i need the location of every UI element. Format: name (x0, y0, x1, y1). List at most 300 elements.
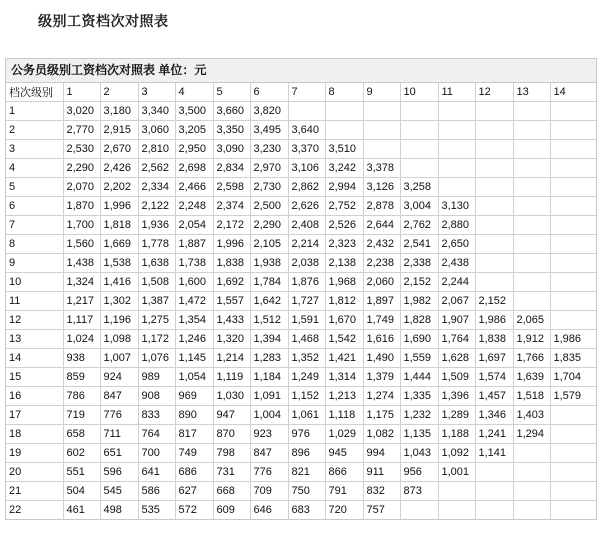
salary-cell: 1,996 (100, 197, 138, 216)
table-row (6, 444, 596, 463)
salary-cell: 1,444 (400, 368, 438, 387)
salary-cell: 969 (175, 387, 213, 406)
salary-cell: 3,660 (213, 102, 250, 121)
salary-cell (513, 121, 550, 140)
salary-cell (475, 273, 513, 292)
salary-cell: 1,379 (363, 368, 400, 387)
salary-cell: 1,907 (438, 311, 475, 330)
salary-cell: 2,054 (175, 216, 213, 235)
salary-cell (550, 463, 596, 482)
salary-cell: 2,248 (175, 197, 213, 216)
salary-cell: 1,912 (513, 330, 550, 349)
salary-cell (475, 121, 513, 140)
salary-cell (438, 159, 475, 178)
salary-cell: 1,784 (250, 273, 288, 292)
salary-cell: 2,334 (138, 178, 175, 197)
salary-cell: 2,426 (100, 159, 138, 178)
salary-cell: 1,196 (100, 311, 138, 330)
salary-cell: 1,628 (438, 349, 475, 368)
column-header: 8 (325, 83, 363, 102)
salary-cell: 3,350 (213, 121, 250, 140)
salary-cell: 2,880 (438, 216, 475, 235)
row-level-label: 22 (6, 501, 63, 520)
salary-cell (438, 121, 475, 140)
salary-cell (475, 140, 513, 159)
salary-cell: 1,512 (250, 311, 288, 330)
salary-cell: 1,638 (138, 254, 175, 273)
salary-cell: 719 (63, 406, 100, 425)
salary-cell: 3,106 (288, 159, 325, 178)
salary-cell (550, 121, 596, 140)
salary-cell: 1,936 (138, 216, 175, 235)
table-row (6, 349, 596, 368)
table-row (6, 121, 596, 140)
salary-cell (513, 254, 550, 273)
salary-cell (550, 444, 596, 463)
salary-cell: 3,820 (250, 102, 288, 121)
salary-cell: 1,538 (100, 254, 138, 273)
salary-cell (550, 273, 596, 292)
column-header: 9 (363, 83, 400, 102)
salary-cell (363, 121, 400, 140)
table-header-row (6, 83, 596, 102)
salary-cell: 1,172 (138, 330, 175, 349)
row-level-label: 18 (6, 425, 63, 444)
salary-cell: 3,004 (400, 197, 438, 216)
salary-cell: 2,644 (363, 216, 400, 235)
salary-cell: 2,152 (475, 292, 513, 311)
salary-cell: 976 (288, 425, 325, 444)
salary-cell: 627 (175, 482, 213, 501)
salary-cell (475, 197, 513, 216)
salary-cell: 1,968 (325, 273, 363, 292)
salary-cell: 3,230 (250, 140, 288, 159)
table-row (6, 216, 596, 235)
salary-cell: 1,509 (438, 368, 475, 387)
salary-cell: 1,135 (400, 425, 438, 444)
salary-cell: 1,403 (513, 406, 550, 425)
salary-cell (475, 178, 513, 197)
column-header: 14 (550, 83, 596, 102)
salary-cell (550, 482, 596, 501)
salary-cell (513, 235, 550, 254)
salary-cell: 1,394 (250, 330, 288, 349)
row-level-label: 6 (6, 197, 63, 216)
salary-cell: 1,828 (400, 311, 438, 330)
salary-cell: 1,061 (288, 406, 325, 425)
salary-grade-table-container (5, 58, 597, 520)
salary-cell (475, 102, 513, 121)
salary-cell: 1,938 (250, 254, 288, 273)
row-level-label: 17 (6, 406, 63, 425)
column-header: 4 (175, 83, 213, 102)
salary-cell (438, 102, 475, 121)
salary-cell: 1,091 (250, 387, 288, 406)
salary-cell: 720 (325, 501, 363, 520)
salary-cell: 757 (363, 501, 400, 520)
salary-cell: 1,335 (400, 387, 438, 406)
salary-cell: 2,530 (63, 140, 100, 159)
table-row (6, 235, 596, 254)
salary-cell: 1,352 (288, 349, 325, 368)
row-level-label: 15 (6, 368, 63, 387)
salary-cell (325, 102, 363, 121)
salary-cell: 2,730 (250, 178, 288, 197)
salary-cell: 1,669 (100, 235, 138, 254)
salary-cell: 2,698 (175, 159, 213, 178)
salary-cell: 2,562 (138, 159, 175, 178)
salary-cell (513, 216, 550, 235)
table-row (6, 406, 596, 425)
salary-cell: 545 (100, 482, 138, 501)
salary-cell: 1,007 (100, 349, 138, 368)
salary-cell: 1,302 (100, 292, 138, 311)
table-row (6, 311, 596, 330)
salary-cell (438, 482, 475, 501)
salary-cell: 1,508 (138, 273, 175, 292)
row-level-label: 12 (6, 311, 63, 330)
salary-cell: 1,766 (513, 349, 550, 368)
row-level-label: 10 (6, 273, 63, 292)
column-header: 7 (288, 83, 325, 102)
salary-cell: 2,541 (400, 235, 438, 254)
salary-cell: 749 (175, 444, 213, 463)
salary-cell: 1,749 (363, 311, 400, 330)
salary-cell (550, 501, 596, 520)
salary-cell: 1,472 (175, 292, 213, 311)
salary-cell: 535 (138, 501, 175, 520)
salary-cell: 572 (175, 501, 213, 520)
salary-cell: 2,038 (288, 254, 325, 273)
salary-cell (550, 216, 596, 235)
row-level-label: 20 (6, 463, 63, 482)
salary-cell (288, 102, 325, 121)
salary-cell: 1,214 (213, 349, 250, 368)
salary-cell: 1,639 (513, 368, 550, 387)
salary-cell: 1,320 (213, 330, 250, 349)
salary-cell: 1,274 (363, 387, 400, 406)
salary-cell: 1,764 (438, 330, 475, 349)
salary-cell: 2,432 (363, 235, 400, 254)
salary-cell: 3,258 (400, 178, 438, 197)
salary-cell (513, 501, 550, 520)
salary-cell: 821 (288, 463, 325, 482)
salary-cell: 2,244 (438, 273, 475, 292)
row-level-label: 1 (6, 102, 63, 121)
salary-cell: 2,752 (325, 197, 363, 216)
column-header: 2 (100, 83, 138, 102)
salary-cell: 1,870 (63, 197, 100, 216)
salary-cell (363, 102, 400, 121)
salary-cell: 1,054 (175, 368, 213, 387)
salary-cell: 1,175 (363, 406, 400, 425)
salary-cell: 1,642 (250, 292, 288, 311)
salary-cell: 1,289 (438, 406, 475, 425)
salary-cell: 711 (100, 425, 138, 444)
salary-cell (550, 292, 596, 311)
salary-cell: 1,697 (475, 349, 513, 368)
salary-cell: 651 (100, 444, 138, 463)
salary-cell (475, 216, 513, 235)
salary-cell: 1,838 (475, 330, 513, 349)
salary-cell: 1,043 (400, 444, 438, 463)
salary-cell (550, 425, 596, 444)
salary-cell (513, 482, 550, 501)
salary-cell: 1,727 (288, 292, 325, 311)
salary-cell: 1,118 (325, 406, 363, 425)
table-row (6, 368, 596, 387)
salary-cell: 2,338 (400, 254, 438, 273)
row-level-label: 7 (6, 216, 63, 235)
row-level-label: 13 (6, 330, 63, 349)
salary-cell: 873 (400, 482, 438, 501)
salary-cell: 2,970 (250, 159, 288, 178)
salary-cell: 683 (288, 501, 325, 520)
salary-cell: 908 (138, 387, 175, 406)
salary-cell: 1,600 (175, 273, 213, 292)
salary-cell (438, 140, 475, 159)
salary-cell: 1,184 (250, 368, 288, 387)
salary-cell: 2,290 (63, 159, 100, 178)
salary-cell: 2,626 (288, 197, 325, 216)
column-header: 5 (213, 83, 250, 102)
salary-cell: 1,396 (438, 387, 475, 406)
salary-cell: 3,130 (438, 197, 475, 216)
salary-cell: 1,812 (325, 292, 363, 311)
salary-cell: 1,117 (63, 311, 100, 330)
salary-cell: 847 (250, 444, 288, 463)
salary-cell: 3,242 (325, 159, 363, 178)
salary-cell: 1,616 (363, 330, 400, 349)
salary-cell: 2,810 (138, 140, 175, 159)
salary-cell (550, 178, 596, 197)
salary-cell: 1,986 (550, 330, 596, 349)
salary-cell: 1,818 (100, 216, 138, 235)
salary-cell (513, 102, 550, 121)
salary-cell: 3,060 (138, 121, 175, 140)
salary-cell: 1,217 (63, 292, 100, 311)
salary-cell: 947 (213, 406, 250, 425)
salary-cell: 3,205 (175, 121, 213, 140)
salary-cell: 586 (138, 482, 175, 501)
salary-cell: 2,214 (288, 235, 325, 254)
salary-cell: 2,466 (175, 178, 213, 197)
salary-cell: 1,294 (513, 425, 550, 444)
salary-cell: 1,004 (250, 406, 288, 425)
salary-cell: 945 (325, 444, 363, 463)
salary-cell: 1,982 (400, 292, 438, 311)
salary-cell: 1,387 (138, 292, 175, 311)
salary-cell (513, 178, 550, 197)
salary-cell: 1,876 (288, 273, 325, 292)
salary-cell: 817 (175, 425, 213, 444)
row-level-label: 9 (6, 254, 63, 273)
salary-cell: 750 (288, 482, 325, 501)
salary-cell: 833 (138, 406, 175, 425)
salary-cell: 3,510 (325, 140, 363, 159)
salary-cell: 1,778 (138, 235, 175, 254)
salary-cell: 2,172 (213, 216, 250, 235)
salary-cell: 890 (175, 406, 213, 425)
column-header: 1 (63, 83, 100, 102)
salary-cell: 1,518 (513, 387, 550, 406)
salary-cell: 1,249 (288, 368, 325, 387)
salary-cell (550, 235, 596, 254)
salary-cell (550, 102, 596, 121)
salary-cell: 1,082 (363, 425, 400, 444)
salary-cell (475, 254, 513, 273)
salary-cell: 3,340 (138, 102, 175, 121)
salary-cell: 1,232 (400, 406, 438, 425)
salary-cell: 2,670 (100, 140, 138, 159)
salary-cell: 1,468 (288, 330, 325, 349)
salary-cell: 1,188 (438, 425, 475, 444)
column-header: 11 (438, 83, 475, 102)
salary-cell (513, 197, 550, 216)
salary-cell: 1,213 (325, 387, 363, 406)
salary-cell: 866 (325, 463, 363, 482)
corner-header: 档次级别 (6, 83, 63, 102)
salary-cell: 1,421 (325, 349, 363, 368)
salary-cell: 1,560 (63, 235, 100, 254)
salary-cell (400, 501, 438, 520)
salary-cell: 2,408 (288, 216, 325, 235)
salary-cell: 1,092 (438, 444, 475, 463)
table-row (6, 501, 596, 520)
salary-cell: 2,762 (400, 216, 438, 235)
salary-cell: 1,145 (175, 349, 213, 368)
salary-cell: 1,024 (63, 330, 100, 349)
salary-cell: 641 (138, 463, 175, 482)
salary-cell: 956 (400, 463, 438, 482)
salary-cell: 1,690 (400, 330, 438, 349)
salary-cell (475, 482, 513, 501)
salary-cell: 1,557 (213, 292, 250, 311)
salary-cell (400, 121, 438, 140)
salary-cell: 3,090 (213, 140, 250, 159)
salary-cell: 1,246 (175, 330, 213, 349)
salary-cell: 1,119 (213, 368, 250, 387)
salary-cell: 1,152 (288, 387, 325, 406)
salary-cell (550, 140, 596, 159)
salary-cell: 2,202 (100, 178, 138, 197)
salary-cell: 1,574 (475, 368, 513, 387)
salary-cell (513, 273, 550, 292)
salary-cell (513, 140, 550, 159)
salary-cell: 1,490 (363, 349, 400, 368)
salary-cell: 859 (63, 368, 100, 387)
row-level-label: 16 (6, 387, 63, 406)
salary-cell: 2,834 (213, 159, 250, 178)
salary-cell: 2,526 (325, 216, 363, 235)
table-row (6, 140, 596, 159)
salary-cell: 668 (213, 482, 250, 501)
salary-cell: 1,996 (213, 235, 250, 254)
column-header: 6 (250, 83, 288, 102)
salary-cell: 646 (250, 501, 288, 520)
salary-cell (513, 463, 550, 482)
salary-cell: 609 (213, 501, 250, 520)
page-title: 级别工资档次对照表 (38, 13, 169, 29)
table-row (6, 482, 596, 501)
salary-cell: 2,238 (363, 254, 400, 273)
table-caption: 公务员级别工资档次对照表 单位：元 (6, 59, 596, 83)
salary-cell: 658 (63, 425, 100, 444)
salary-cell: 3,180 (100, 102, 138, 121)
salary-cell: 1,887 (175, 235, 213, 254)
table-row (6, 102, 596, 121)
salary-cell: 731 (213, 463, 250, 482)
salary-cell: 504 (63, 482, 100, 501)
salary-cell: 3,126 (363, 178, 400, 197)
salary-cell: 2,138 (325, 254, 363, 273)
row-level-label: 8 (6, 235, 63, 254)
salary-cell: 2,105 (250, 235, 288, 254)
salary-cell: 2,323 (325, 235, 363, 254)
salary-cell: 686 (175, 463, 213, 482)
salary-cell: 2,122 (138, 197, 175, 216)
salary-cell: 3,370 (288, 140, 325, 159)
salary-cell (438, 501, 475, 520)
salary-cell: 1,241 (475, 425, 513, 444)
salary-cell: 700 (138, 444, 175, 463)
salary-cell: 2,500 (250, 197, 288, 216)
table-row (6, 425, 596, 444)
salary-cell: 2,650 (438, 235, 475, 254)
row-level-label: 19 (6, 444, 63, 463)
salary-cell (513, 444, 550, 463)
salary-cell: 989 (138, 368, 175, 387)
salary-cell: 2,065 (513, 311, 550, 330)
salary-cell: 896 (288, 444, 325, 463)
table-row (6, 292, 596, 311)
salary-cell: 1,283 (250, 349, 288, 368)
salary-cell (325, 121, 363, 140)
salary-cell: 1,457 (475, 387, 513, 406)
salary-cell (475, 159, 513, 178)
row-level-label: 3 (6, 140, 63, 159)
salary-cell (513, 159, 550, 178)
salary-cell: 2,060 (363, 273, 400, 292)
salary-cell: 2,994 (325, 178, 363, 197)
salary-cell: 994 (363, 444, 400, 463)
salary-cell (438, 178, 475, 197)
column-header: 12 (475, 83, 513, 102)
column-header: 13 (513, 83, 550, 102)
salary-cell (550, 311, 596, 330)
table-row (6, 463, 596, 482)
salary-cell: 776 (250, 463, 288, 482)
salary-cell: 2,915 (100, 121, 138, 140)
salary-cell: 764 (138, 425, 175, 444)
salary-cell: 1,670 (325, 311, 363, 330)
salary-cell: 709 (250, 482, 288, 501)
salary-cell: 3,640 (288, 121, 325, 140)
salary-cell: 2,878 (363, 197, 400, 216)
table-row (6, 159, 596, 178)
row-level-label: 21 (6, 482, 63, 501)
salary-cell: 2,374 (213, 197, 250, 216)
salary-cell: 2,067 (438, 292, 475, 311)
salary-cell: 3,495 (250, 121, 288, 140)
salary-cell (475, 463, 513, 482)
table-row (6, 273, 596, 292)
table-row (6, 197, 596, 216)
salary-cell: 798 (213, 444, 250, 463)
salary-cell: 1,542 (325, 330, 363, 349)
salary-cell (400, 140, 438, 159)
salary-cell: 1,838 (213, 254, 250, 273)
